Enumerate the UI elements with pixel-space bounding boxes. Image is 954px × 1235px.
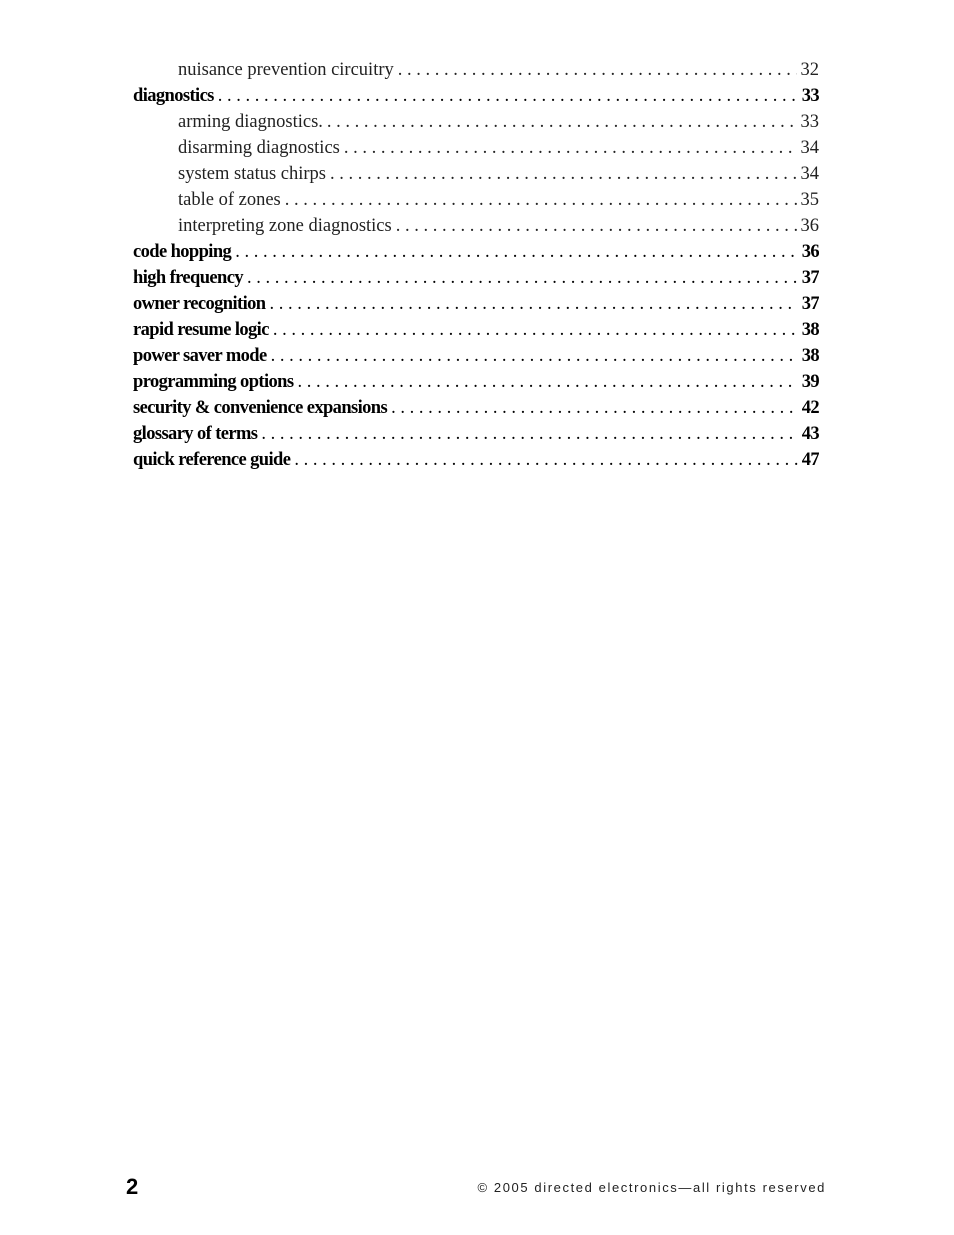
- toc-entry: [133, 135, 819, 161]
- toc-entry-page: 35: [800, 190, 819, 210]
- toc-entry: [133, 421, 819, 447]
- toc-dot-leader: [273, 317, 798, 343]
- toc-entry-label: code hopping: [133, 242, 232, 262]
- toc-entry: [133, 213, 819, 239]
- toc-entry-page: 34: [800, 164, 819, 184]
- page-number: 2: [126, 1174, 139, 1199]
- toc-dot-leader: [330, 161, 797, 187]
- copyright-notice: © 2005 directed electronics—all rights reserved: [477, 1180, 826, 1195]
- toc-entry-page: 39: [801, 372, 819, 392]
- toc-entry-label: programming options: [133, 372, 294, 392]
- toc-entry: [133, 109, 819, 135]
- toc-entry: [133, 291, 819, 317]
- toc-entry-label: diagnostics: [133, 86, 214, 106]
- toc-entry-label: nuisance prevention circuitry: [178, 60, 394, 80]
- toc-entry: [133, 395, 819, 421]
- toc-dot-leader: [396, 213, 797, 239]
- toc-entry-page: 43: [801, 424, 819, 444]
- toc-entry-label: power saver mode: [133, 346, 267, 366]
- toc-entry-label: high frequency: [133, 268, 243, 288]
- toc-dot-leader: [261, 421, 797, 447]
- toc-entry-label: interpreting zone diagnostics: [178, 216, 392, 236]
- toc-entry-page: 34: [800, 138, 819, 158]
- toc-dot-leader: [235, 239, 798, 265]
- toc-dot-leader: [344, 135, 797, 161]
- toc-entry-page: 36: [801, 242, 819, 262]
- toc-entry: [133, 265, 819, 291]
- toc-dot-leader: [391, 395, 798, 421]
- toc-entry: [133, 239, 819, 265]
- toc-dot-leader: [247, 265, 798, 291]
- toc-entry-page: 42: [801, 398, 819, 418]
- toc-entry-label: security & convenience expansions: [133, 398, 388, 418]
- toc-entry-label: disarming diagnostics: [178, 138, 340, 158]
- toc-entry: [133, 343, 819, 369]
- toc-entry-label: glossary of terms: [133, 424, 258, 444]
- toc-entry-page: 33: [801, 86, 819, 106]
- toc-dot-leader: [398, 57, 797, 83]
- toc-entry-label: owner recognition: [133, 294, 266, 314]
- toc-entry-page: 47: [801, 450, 819, 470]
- toc-entry-label: rapid resume logic: [133, 320, 269, 340]
- toc-entry: [133, 57, 819, 83]
- toc-entry-page: 33: [800, 112, 819, 132]
- toc-entry: [133, 369, 819, 395]
- toc-entry-label: table of zones: [178, 190, 281, 210]
- toc-entry-label: quick reference guide: [133, 450, 291, 470]
- toc-entry: [133, 161, 819, 187]
- toc-entry-page: 37: [801, 294, 819, 314]
- toc-entry: [133, 83, 819, 109]
- toc-dot-leader: [294, 447, 797, 473]
- toc-entry-page: 36: [800, 216, 819, 236]
- toc-dot-leader: [269, 291, 797, 317]
- toc-dot-leader: [327, 109, 797, 135]
- table-of-contents: [133, 57, 819, 473]
- toc-dot-leader: [218, 83, 798, 109]
- toc-entry: [133, 447, 819, 473]
- toc-entry: [133, 317, 819, 343]
- toc-dot-leader: [271, 343, 798, 369]
- toc-entry-page: 32: [800, 60, 819, 80]
- toc-entry-page: 38: [801, 320, 819, 340]
- toc-dot-leader: [285, 187, 797, 213]
- toc-entry-page: 37: [801, 268, 819, 288]
- toc-entry-page: 38: [801, 346, 819, 366]
- toc-entry-label: system status chirps: [178, 164, 326, 184]
- toc-dot-leader: [297, 369, 797, 395]
- toc-entry-label: arming diagnostics.: [178, 112, 323, 132]
- toc-entry: [133, 187, 819, 213]
